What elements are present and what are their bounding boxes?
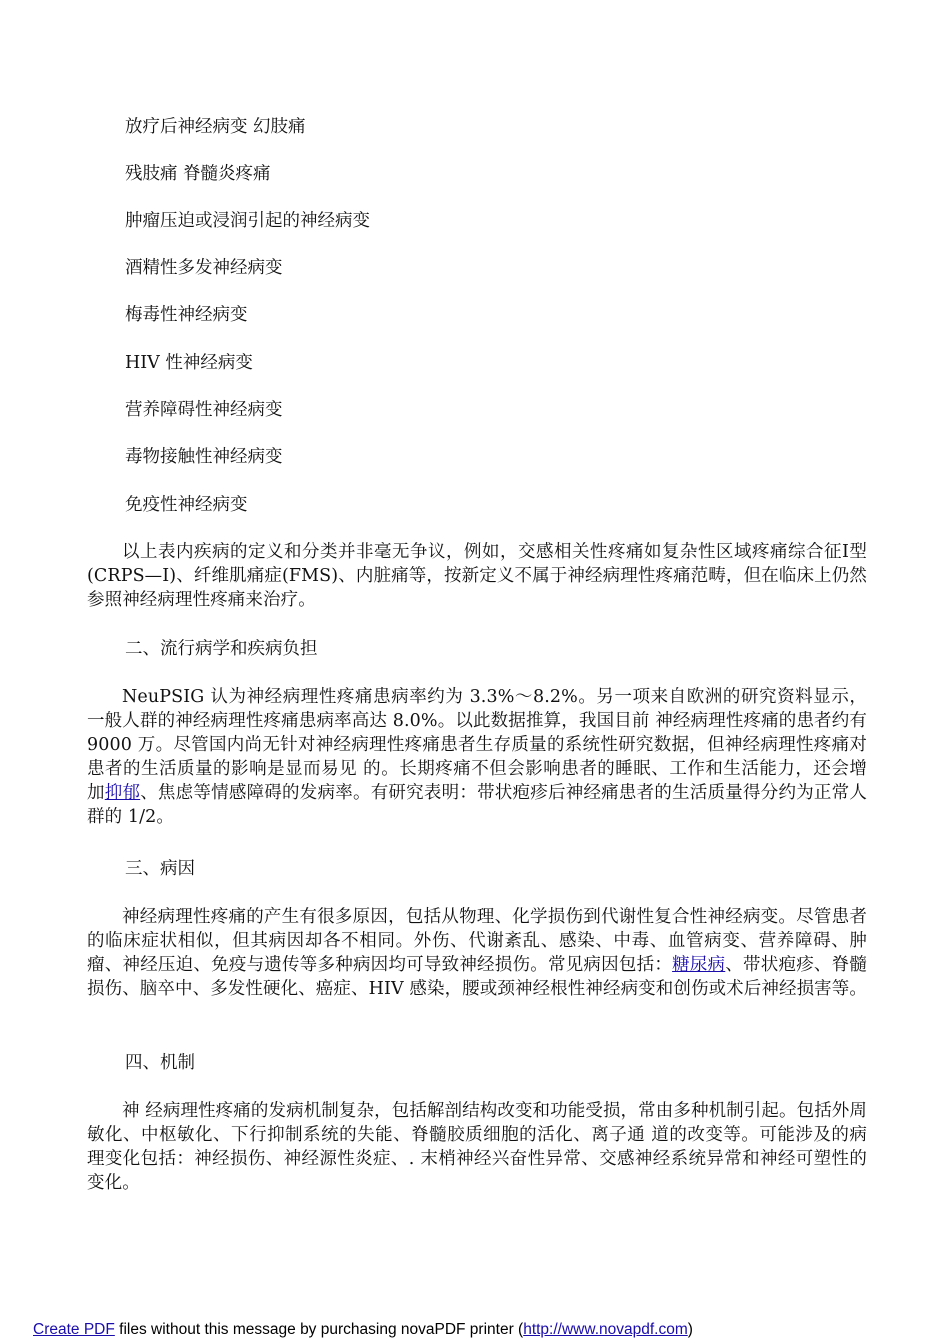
diabetes-link[interactable]: 糖尿病 bbox=[672, 955, 726, 975]
section-heading-epidemiology: 二、流行病学和疾病负担 bbox=[125, 639, 318, 659]
list-item: 放疗后神经病变 幻肢痛 bbox=[125, 117, 306, 137]
pdf-footer bbox=[33, 1320, 693, 1340]
list-item: 免疫性神经病变 bbox=[125, 495, 248, 515]
list-item: 毒物接触性神经病变 bbox=[125, 447, 283, 467]
list-item: 肿瘤压迫或浸润引起的神经病变 bbox=[125, 211, 370, 231]
definition-paragraph: 以上表内疾病的定义和分类并非毫无争议，例如，交感相关性疼痛如复杂性区域疼痛综合征Ⅰ型(CRPS—I)、纤维肌痛症(FMS)、内脏痛等，按新定义不属于神经病理性疼痛范畴，但在临床上仍然参照神经病理性疼痛来治疗。 bbox=[87, 542, 867, 610]
section-heading-mechanism: 四、机制 bbox=[125, 1053, 195, 1073]
paragraph-text: 、带状疱疹、脊髓损伤、脑卒中、多发性硬化、癌症、HIV 感染，腰或颈神经根性神经病变和创伤或术后神经损害等。 bbox=[87, 955, 867, 999]
epidemiology-paragraph bbox=[87, 685, 867, 829]
paragraph-text: 神经病理性疼痛的产生有很多原因，包括从物理、化学损伤到代谢性复合性神经病变。尽管患者的临床症状相似，但其病因却各不相同。外伤、代谢紊乱、感染、中毒、血管病变、营养障碍、肿瘤、神经压迫、免疫与遗传等多种病因均可导致神经损伤。常见病因包括： bbox=[87, 907, 867, 975]
create-pdf-link[interactable]: Create PDF bbox=[33, 1321, 115, 1338]
list-item: HIV 性神经病变 bbox=[125, 353, 253, 373]
mechanism-paragraph: 神 经病理性疼痛的发病机制复杂，包括解剖结构改变和功能受损，常由多种机制引起。包括外周敏化、中枢敏化、下行抑制系统的失能、脊髓胶质细胞的活化、离子通 道的改变等。可能涉及的病理变化包括：神经损伤、神经源性炎症、. 末梢神经兴奋性异常、交感神经系统异常和神经可塑性的变化。 bbox=[87, 1101, 867, 1193]
depression-link[interactable]: 抑郁 bbox=[104, 783, 141, 803]
footer-text: files without this message by purchasing novaPDF printer ( bbox=[114, 1321, 524, 1338]
list-item: 酒精性多发神经病变 bbox=[125, 258, 283, 278]
paragraph-text: 、焦虑等情感障碍的发病率。有研究表明：带状疱疹后神经痛患者的生活质量得分约为正常人群的 1/2。 bbox=[87, 783, 867, 827]
footer-close-paren: ) bbox=[687, 1321, 693, 1338]
paragraph-text: NeuPSIG 认为神经病理性疼痛患病率约为 3.3%～8.2%。另一项来自欧洲的研究资料显示，一般人群的神经病理性疼痛患病率高达 8.0%。以此数据推算，我国目前 神经病理性疼痛的患者约有 9000 万。尽管国内尚无针对神经病理性疼痛患者生存质量的系统性研究数据，但神经病理性疼痛对患者的生活质量的影响是显而易见 的。长期疼痛不但会影响患者的睡眠、工作和生活能力，还会增加 bbox=[87, 687, 867, 803]
novapdf-url-link[interactable]: http://www.novapdf.com bbox=[523, 1321, 688, 1338]
etiology-paragraph bbox=[87, 905, 867, 1001]
list-item: 营养障碍性神经病变 bbox=[125, 400, 283, 420]
list-item: 残肢痛 脊髓炎疼痛 bbox=[125, 164, 271, 184]
section-heading-etiology: 三、病因 bbox=[125, 859, 195, 879]
list-item: 梅毒性神经病变 bbox=[125, 305, 248, 325]
